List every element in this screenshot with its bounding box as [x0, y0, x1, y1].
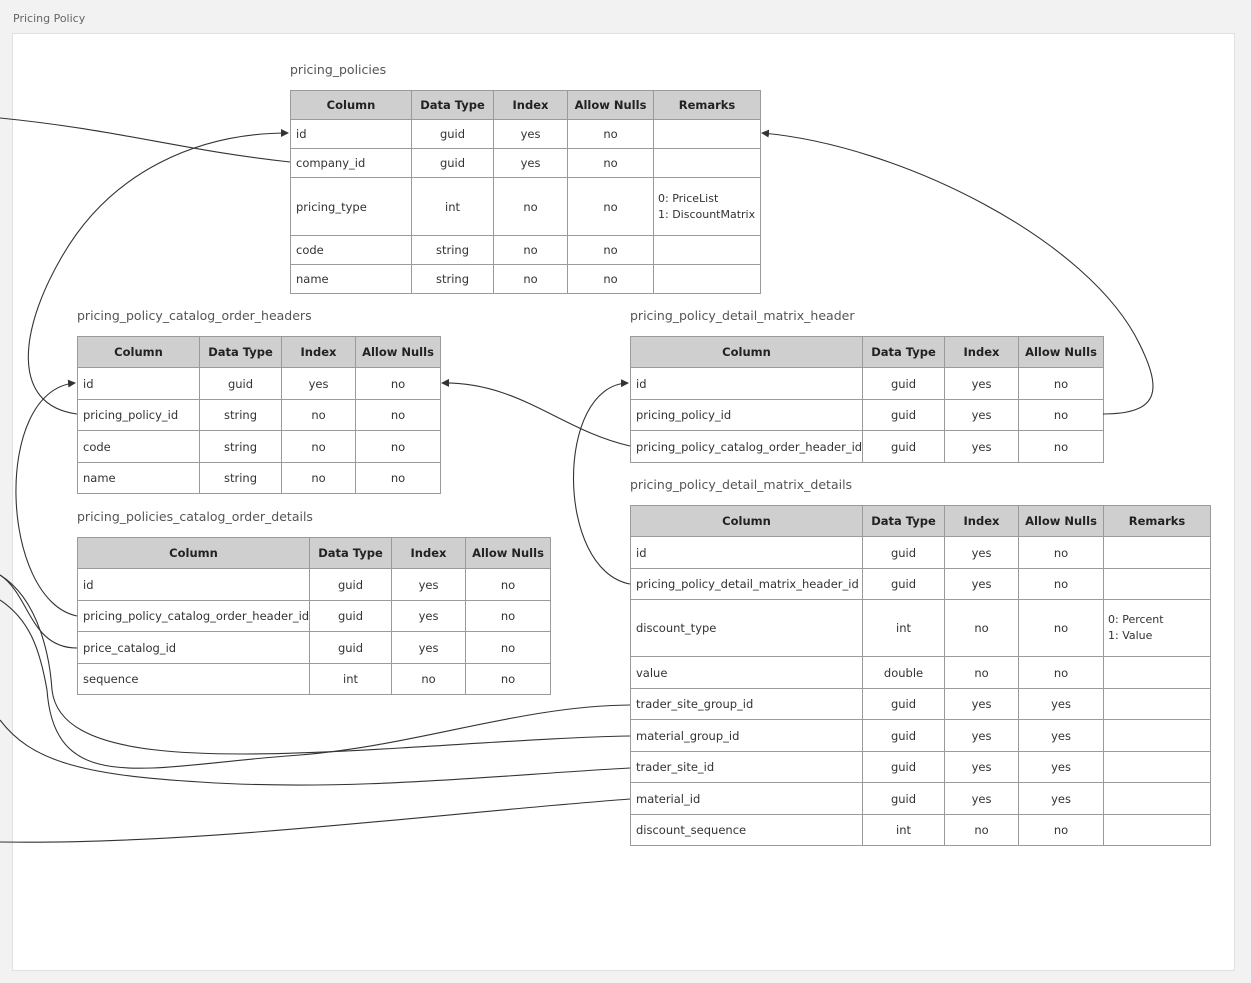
column-header-allow-nulls: Allow Nulls — [466, 538, 551, 569]
cell-data-type: guid — [863, 537, 945, 569]
column-header-data-type: Data Type — [412, 91, 494, 120]
table-row[interactable] — [631, 600, 1211, 657]
cell-data-type: string — [200, 400, 282, 431]
cell-index: no — [392, 664, 466, 695]
cell-remarks — [1104, 689, 1211, 720]
table-header-row — [78, 538, 551, 569]
cell-allow-nulls: yes — [1019, 720, 1104, 752]
table-row[interactable] — [631, 569, 1211, 600]
cell-column-name: trader_site_id — [631, 752, 863, 783]
cell-data-type: string — [200, 463, 282, 494]
table-title: pricing_policies_catalog_order_details — [77, 509, 313, 524]
cell-column-name: id — [78, 569, 310, 601]
cell-column-name: value — [631, 657, 863, 689]
cell-remarks — [654, 265, 761, 294]
cell-data-type: guid — [863, 752, 945, 783]
cell-allow-nulls: no — [1019, 815, 1104, 846]
cell-data-type: string — [412, 236, 494, 265]
cell-index: yes — [282, 368, 356, 400]
cell-remarks — [654, 120, 761, 149]
cell-column-name: id — [291, 120, 412, 149]
cell-column-name: trader_site_group_id — [631, 689, 863, 720]
column-header-data-type: Data Type — [863, 337, 945, 368]
column-header-data-type: Data Type — [310, 538, 392, 569]
column-header-allow-nulls: Allow Nulls — [356, 337, 441, 368]
table-header-row — [291, 91, 761, 120]
cell-column-name: code — [78, 431, 200, 463]
cell-allow-nulls: no — [568, 236, 654, 265]
table-row[interactable] — [631, 431, 1104, 463]
cell-column-name: company_id — [291, 149, 412, 178]
cell-data-type: int — [310, 664, 392, 695]
cell-index: no — [494, 178, 568, 236]
cell-allow-nulls: no — [568, 178, 654, 236]
column-header-index: Index — [494, 91, 568, 120]
table-row[interactable] — [291, 120, 761, 149]
cell-index: yes — [945, 720, 1019, 752]
cell-index: yes — [945, 537, 1019, 569]
column-header-allow-nulls: Allow Nulls — [568, 91, 654, 120]
table-title: pricing_policy_detail_matrix_header — [630, 308, 855, 323]
table-row[interactable] — [631, 752, 1211, 783]
table-row[interactable] — [78, 601, 551, 632]
table-row[interactable] — [78, 463, 441, 494]
cell-index: no — [494, 236, 568, 265]
cell-column-name: name — [291, 265, 412, 294]
cell-allow-nulls: no — [466, 601, 551, 632]
cell-allow-nulls: yes — [1019, 689, 1104, 720]
column-header-allow-nulls: Allow Nulls — [1019, 337, 1104, 368]
cell-remarks — [1104, 815, 1211, 846]
table-header-row — [631, 506, 1211, 537]
cell-column-name: discount_sequence — [631, 815, 863, 846]
cell-index: yes — [494, 149, 568, 178]
cell-column-name: pricing_policy_catalog_order_header_id — [631, 431, 863, 463]
table-row[interactable] — [631, 720, 1211, 752]
column-header-allow-nulls: Allow Nulls — [1019, 506, 1104, 537]
cell-index: no — [945, 657, 1019, 689]
column-header-remarks: Remarks — [654, 91, 761, 120]
cell-column-name: name — [78, 463, 200, 494]
table-detail-matrix-details[interactable] — [630, 477, 1211, 846]
table-row[interactable] — [78, 632, 551, 664]
table-row[interactable] — [631, 537, 1211, 569]
cell-column-name: code — [291, 236, 412, 265]
cell-index: no — [945, 815, 1019, 846]
cell-allow-nulls: no — [466, 664, 551, 695]
cell-remarks — [1104, 720, 1211, 752]
cell-remarks: 0: Percent 1: Value — [1104, 600, 1211, 657]
table-row[interactable] — [291, 178, 761, 236]
cell-allow-nulls: no — [356, 368, 441, 400]
cell-index: yes — [392, 569, 466, 601]
cell-index: yes — [945, 569, 1019, 600]
cell-data-type: string — [200, 431, 282, 463]
column-header-index: Index — [282, 337, 356, 368]
cell-column-name: material_id — [631, 783, 863, 815]
table-catalog-order-headers[interactable] — [77, 308, 441, 494]
column-header-index: Index — [945, 337, 1019, 368]
cell-index: yes — [392, 601, 466, 632]
cell-data-type: guid — [863, 431, 945, 463]
cell-index: yes — [945, 400, 1019, 431]
cell-remarks — [1104, 783, 1211, 815]
table-title: pricing_policy_catalog_order_headers — [77, 308, 312, 323]
cell-remarks — [1104, 569, 1211, 600]
cell-allow-nulls: no — [568, 149, 654, 178]
table-detail-matrix-header[interactable] — [630, 308, 1104, 463]
cell-allow-nulls: no — [568, 120, 654, 149]
cell-index: yes — [945, 689, 1019, 720]
cell-index: no — [282, 400, 356, 431]
table-row[interactable] — [78, 664, 551, 695]
table-row[interactable] — [631, 783, 1211, 815]
table-row[interactable] — [78, 368, 441, 400]
cell-allow-nulls: no — [1019, 600, 1104, 657]
cell-data-type: guid — [863, 400, 945, 431]
cell-index: yes — [945, 431, 1019, 463]
cell-index: yes — [945, 752, 1019, 783]
cell-allow-nulls: no — [356, 431, 441, 463]
cell-allow-nulls: no — [466, 632, 551, 664]
column-header-remarks: Remarks — [1104, 506, 1211, 537]
cell-data-type: guid — [863, 569, 945, 600]
cell-column-name: pricing_policy_catalog_order_header_id — [78, 601, 310, 632]
column-header-column: Column — [631, 337, 863, 368]
table-row[interactable] — [78, 400, 441, 431]
cell-index: no — [945, 600, 1019, 657]
cell-allow-nulls: no — [356, 400, 441, 431]
column-header-index: Index — [945, 506, 1019, 537]
cell-data-type: double — [863, 657, 945, 689]
table-pricing-policies[interactable] — [290, 62, 761, 294]
cell-index: no — [282, 463, 356, 494]
table-row[interactable] — [631, 657, 1211, 689]
cell-column-name: pricing_type — [291, 178, 412, 236]
cell-data-type: guid — [200, 368, 282, 400]
table-row[interactable] — [631, 689, 1211, 720]
cell-allow-nulls: no — [1019, 431, 1104, 463]
cell-column-name: sequence — [78, 664, 310, 695]
table-catalog-order-details[interactable] — [77, 509, 551, 695]
cell-allow-nulls: no — [568, 265, 654, 294]
cell-data-type: guid — [863, 368, 945, 400]
table-row[interactable] — [291, 236, 761, 265]
cell-data-type: guid — [863, 720, 945, 752]
cell-allow-nulls: yes — [1019, 783, 1104, 815]
cell-allow-nulls: no — [1019, 537, 1104, 569]
cell-column-name: material_group_id — [631, 720, 863, 752]
table-row[interactable] — [631, 368, 1104, 400]
cell-remarks — [654, 149, 761, 178]
cell-remarks — [1104, 657, 1211, 689]
cell-remarks — [654, 236, 761, 265]
table-title: pricing_policy_detail_matrix_details — [630, 477, 853, 492]
column-header-index: Index — [392, 538, 466, 569]
cell-column-name: id — [631, 368, 863, 400]
cell-data-type: guid — [863, 689, 945, 720]
table-header-row — [78, 337, 441, 368]
cell-index: no — [282, 431, 356, 463]
cell-remarks: 0: PriceList 1: DiscountMatrix — [654, 178, 761, 236]
cell-remarks — [1104, 537, 1211, 569]
column-header-column: Column — [78, 337, 200, 368]
cell-allow-nulls: yes — [1019, 752, 1104, 783]
table-row[interactable] — [78, 431, 441, 463]
cell-allow-nulls: no — [1019, 400, 1104, 431]
cell-allow-nulls: no — [356, 463, 441, 494]
cell-column-name: pricing_policy_detail_matrix_header_id — [631, 569, 863, 600]
cell-index: yes — [945, 368, 1019, 400]
cell-column-name: pricing_policy_id — [78, 400, 200, 431]
cell-allow-nulls: no — [1019, 569, 1104, 600]
cell-data-type: guid — [412, 120, 494, 149]
cell-column-name: price_catalog_id — [78, 632, 310, 664]
cell-remarks — [1104, 752, 1211, 783]
cell-column-name: pricing_policy_id — [631, 400, 863, 431]
cell-column-name: discount_type — [631, 600, 863, 657]
cell-data-type: guid — [310, 632, 392, 664]
table-row[interactable] — [291, 149, 761, 178]
cell-data-type: guid — [310, 569, 392, 601]
cell-allow-nulls: no — [1019, 368, 1104, 400]
cell-allow-nulls: no — [466, 569, 551, 601]
table-row[interactable] — [291, 265, 761, 294]
column-header-column: Column — [78, 538, 310, 569]
cell-data-type: int — [863, 600, 945, 657]
table-title: pricing_policies — [290, 62, 387, 77]
cell-data-type: string — [412, 265, 494, 294]
table-row[interactable] — [631, 815, 1211, 846]
column-header-data-type: Data Type — [200, 337, 282, 368]
column-header-column: Column — [291, 91, 412, 120]
cell-index: yes — [392, 632, 466, 664]
cell-index: no — [494, 265, 568, 294]
column-header-data-type: Data Type — [863, 506, 945, 537]
page-title: Pricing Policy — [13, 12, 86, 25]
table-header-row — [631, 337, 1104, 368]
cell-data-type: int — [412, 178, 494, 236]
cell-data-type: guid — [310, 601, 392, 632]
cell-column-name: id — [631, 537, 863, 569]
cell-data-type: int — [863, 815, 945, 846]
column-header-column: Column — [631, 506, 863, 537]
cell-column-name: id — [78, 368, 200, 400]
cell-data-type: guid — [863, 783, 945, 815]
cell-allow-nulls: no — [1019, 657, 1104, 689]
cell-index: yes — [945, 783, 1019, 815]
cell-index: yes — [494, 120, 568, 149]
cell-data-type: guid — [412, 149, 494, 178]
table-row[interactable] — [78, 569, 551, 601]
table-row[interactable] — [631, 400, 1104, 431]
